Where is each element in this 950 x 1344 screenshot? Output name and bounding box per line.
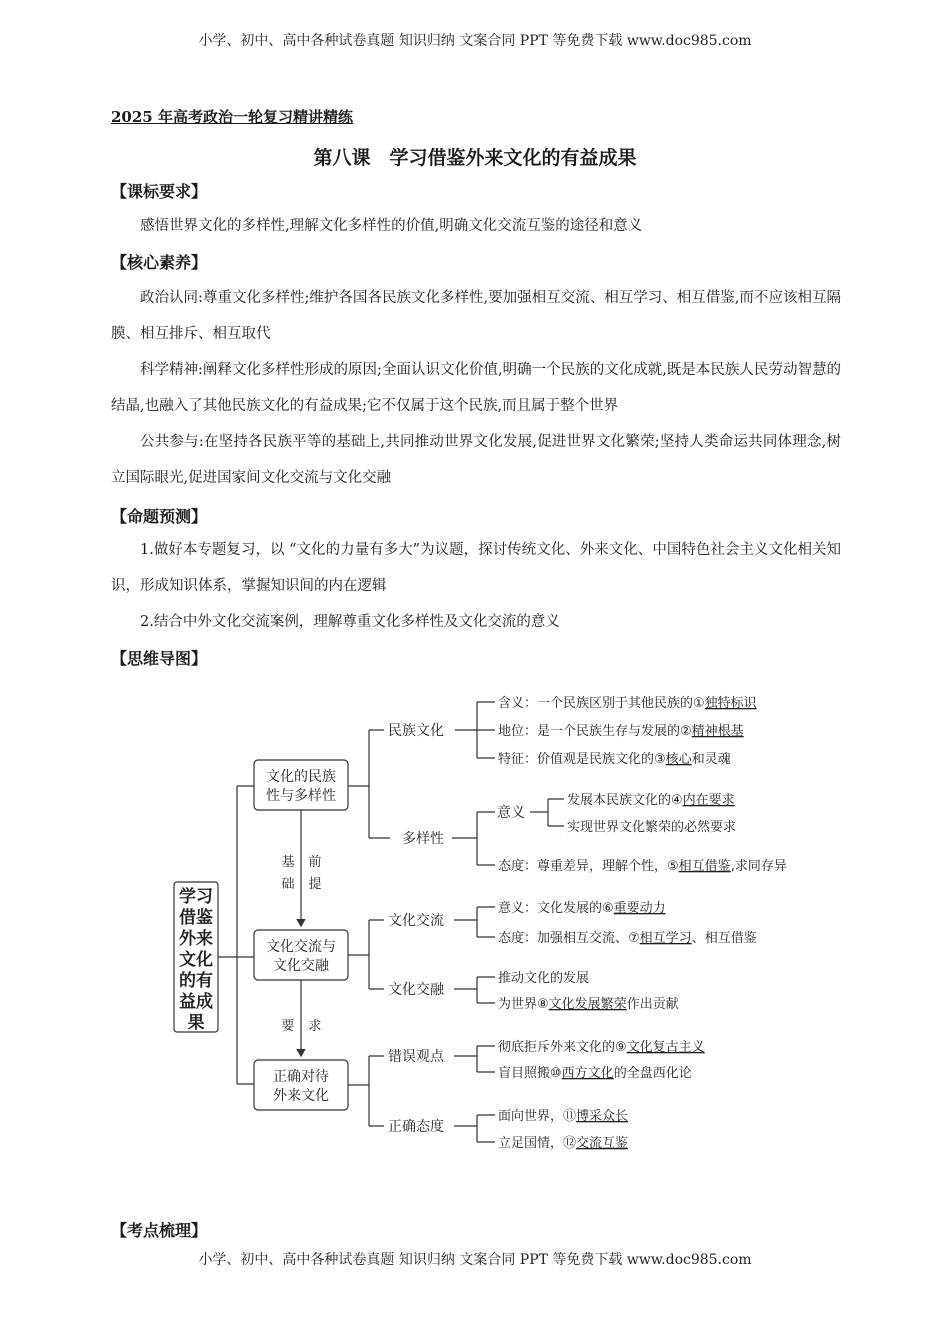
series-title: 2025 年高考政治一轮复习精讲精练 <box>111 108 353 126</box>
node-wrong-views: 错误观点 <box>388 1049 444 1065</box>
node-diversity: 多样性 <box>402 831 444 847</box>
leaf-11: 彻底拒斥外来文化的⑨文化复古主义 <box>498 1040 705 1055</box>
conn-premise-2: 提 <box>308 877 322 892</box>
leaf-9: 推动文化的发展 <box>498 971 590 986</box>
box2-line-2: 文化交融 <box>273 958 329 974</box>
node-cultural-exchange: 文化交流 <box>388 913 444 929</box>
leaf-7: 意义：文化发展的⑥重要动力 <box>498 901 666 916</box>
literacy-political: 政治认同:尊重文化多样性;维护各国各民族文化多样性,要加强相互交流、相互学习、相互借鉴,而不应该相互隔膜、相互排斥、相互取代 <box>111 290 841 342</box>
leaf-8: 态度：加强相互交流、⑦相互学习、相互借鉴 <box>498 931 757 946</box>
leaf-10: 为世界⑧文化发展繁荣作出贡献 <box>498 997 679 1012</box>
page-header: 小学、初中、高中各种试卷真题 知识归纳 文案合同 PPT 等免费下载 www.doc985.com <box>198 33 752 49</box>
box3-line-1: 正确对待 <box>273 1069 329 1085</box>
forecast-item-1: 1.做好本专题复习，以 “文化的力量有多大”为议题，探讨传统文化、外来文化、中国特色社会主义文化相关知识，形成知识体系，掌握知识间的内在逻辑 <box>111 542 841 594</box>
leaf-13: 面向世界，⑪博采众长 <box>498 1109 629 1124</box>
conn-basis-1: 基 <box>281 855 295 870</box>
leaf-1: 含义：一个民族区别于其他民族的①独特标识 <box>498 696 757 711</box>
box1-line-2: 性与多样性 <box>266 788 336 804</box>
leaf-12: 盲目照搬⑩西方文化的全盘西化论 <box>498 1066 692 1081</box>
conn-premise-1: 前 <box>308 855 322 870</box>
section-heading-mindmap: 【思维导图】 <box>111 649 208 668</box>
box1-line-1: 文化的民族 <box>266 769 336 785</box>
node-right-attitude: 正确态度 <box>388 1119 444 1135</box>
leaf-6: 态度：尊重差异，理解个性，⑤相互借鉴,求同存异 <box>498 859 787 874</box>
section-heading-forecast: 【命题预测】 <box>111 507 208 526</box>
literacy-participation: 公共参与:在坚持各民族平等的基础上,共同推动世界文化发展,促进世界文化繁荣;坚持人类命运共同体理念,树立国际眼光,促进国家间文化交流与文化交融 <box>111 434 841 486</box>
root-line-6: 益成 <box>179 992 213 1012</box>
root-line-3: 外来 <box>179 929 213 949</box>
node-national-culture: 民族文化 <box>388 723 444 739</box>
section-heading-curriculum: 【课标要求】 <box>111 182 208 201</box>
root-line-7: 果 <box>187 1013 205 1033</box>
node-cultural-blend: 文化交融 <box>388 982 444 998</box>
box3-line-2: 外来文化 <box>273 1088 329 1104</box>
node-meaning: 意义 <box>497 805 525 821</box>
conn-require-1: 要 <box>281 1019 295 1034</box>
leaf-14: 立足国情，⑫交流互鉴 <box>498 1136 629 1151</box>
section-heading-literacy: 【核心素养】 <box>111 253 208 272</box>
section-heading-points: 【考点梳理】 <box>111 1221 208 1240</box>
conn-require-2: 求 <box>308 1019 322 1034</box>
lesson-title: 第八课 学习借鉴外来文化的有益成果 <box>313 147 637 169</box>
box2-line-1: 文化交流与 <box>266 939 336 955</box>
root-line-1: 学习 <box>179 887 213 907</box>
leaf-2: 地位：是一个民族生存与发展的②精神根基 <box>498 724 744 739</box>
root-line-4: 文化 <box>179 950 213 970</box>
forecast-item-2: 2.结合中外文化交流案例，理解尊重文化多样性及文化交流的意义 <box>140 614 560 630</box>
literacy-science: 科学精神:阐释文化多样性形成的原因;全面认识文化价值,明确一个民族的文化成就,既是本民族人民劳动智慧的结晶,也融入了其他民族文化的有益成果;它不仅属于这个民族,而且属于整个世界 <box>111 362 841 414</box>
root-line-2: 借鉴 <box>179 908 213 928</box>
page-footer: 小学、初中、高中各种试卷真题 知识归纳 文案合同 PPT 等免费下载 www.doc985.com <box>198 1252 752 1268</box>
leaf-4: 发展本民族文化的④内在要求 <box>567 793 735 808</box>
curriculum-paragraph: 感悟世界文化的多样性,理解文化多样性的价值,明确文化交流互鉴的途径和意义 <box>140 218 643 234</box>
conn-basis-2: 础 <box>281 877 295 892</box>
leaf-5: 实现世界文化繁荣的必然要求 <box>567 820 737 835</box>
root-line-5: 的有 <box>179 971 213 991</box>
leaf-3: 特征：价值观是民族文化的③核心和灵魂 <box>498 752 731 767</box>
